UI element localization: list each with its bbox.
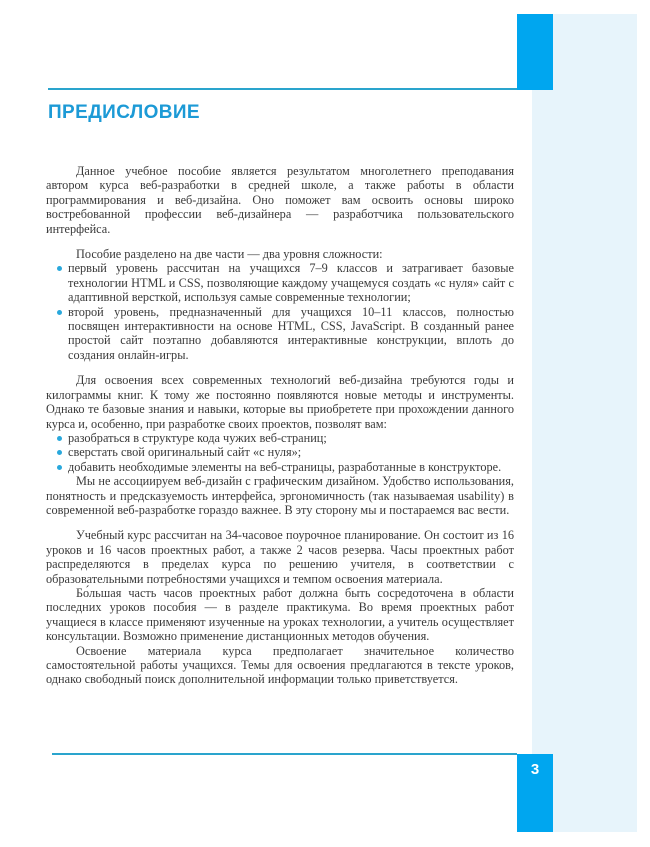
preface-body [46, 164, 514, 687]
parts-intro-paragraph: Пособие разделено на две части — два уровня сложности: [76, 247, 383, 262]
skills-list [46, 431, 514, 474]
top-rule [48, 88, 517, 90]
skills-intro-paragraph: Для освоения всех современных технологий веб-дизайна требуются годы и килограммы книг. К тому же постоянно появляются новые методы и инструменты. Однако те базовые знания и навыки, которые вы приобретете при прохождении данного курса и, особенно, при разработке своих проектов, позволят вам: [46, 373, 514, 431]
intro-paragraph: Данное учебное пособие является результатом многолетнего преподавания автором курса веб-разработки в средней школе, а также работы в области программирования и веб-дизайна. Оно поможет вам освоить основы широко востребованной профессии веб-дизайнера — разработчика пользовательского интерфейса. [46, 164, 514, 236]
list-item-level-1: первый уровень рассчитан на учащихся 7–9 классов и затрагивает базовые технологии HTML и CSS, позволяющие каждому учащемуся создать «с нуля» сайт с адаптивной версткой, используя самые современные технологии; [46, 261, 514, 304]
bottom-rule [52, 753, 517, 755]
page-title: ПРЕДИСЛОВИЕ [48, 102, 201, 123]
right-margin-band [532, 14, 637, 832]
project-hours-paragraph: Бо́льшая часть часов проектных работ должна быть сосредоточена в области последних уроков пособия — в разделе практикума. Во время проектных работ учащиеся в классе применяют изученные на уроках технологии, а учитель осуществляет консультации. Возможно применение дистанционных методов обучения. [46, 585, 514, 644]
top-corner-block [517, 14, 553, 90]
list-item-skill-2: сверстать свой оригинальный сайт «с нуля»; [46, 445, 514, 459]
levels-list [46, 261, 514, 362]
list-item-skill-3: добавить необходимые элементы на веб-страницы, разработанные в конструкторе. [46, 460, 514, 474]
course-plan-paragraph: Учебный курс рассчитан на 34-часовое поурочное планирование. Он состоит из 16 уроков и 16 часов проектных работ, а также 2 часов резерва. Часы проектных работ распределяются в пределах курса по решению учителя, в соответствии с образовательными потребностями учащихся и темпом освоения материала. [46, 528, 514, 586]
usability-paragraph: Мы не ассоциируем веб-дизайн с графическим дизайном. Удобство использования, понятность и предсказуемость интерфейса, эргономичность (так называемая usability) в современной веб-разработке гораздо важнее. В эту сторону мы и постараемся вас вести. [46, 474, 514, 517]
page-number: 3 [530, 761, 540, 778]
list-item-skill-1: разобраться в структуре кода чужих веб-страниц; [46, 431, 514, 445]
page-number-block [517, 754, 553, 832]
list-item-level-2: второй уровень, предназначенный для учащихся 10–11 классов, полностью посвящен интерактивности на основе HTML, CSS, JavaScript. В созданный ранее простой сайт поэтапно добавляются интерактивные конструкции, вплоть до создания онлайн-игры. [46, 305, 514, 363]
self-study-paragraph: Освоение материала курса предполагает значительное количество самостоятельной работы учащихся. Темы для освоения предлагаются в тексте уроков, однако свободный поиск дополнительной информации только приветствуется. [46, 643, 514, 687]
